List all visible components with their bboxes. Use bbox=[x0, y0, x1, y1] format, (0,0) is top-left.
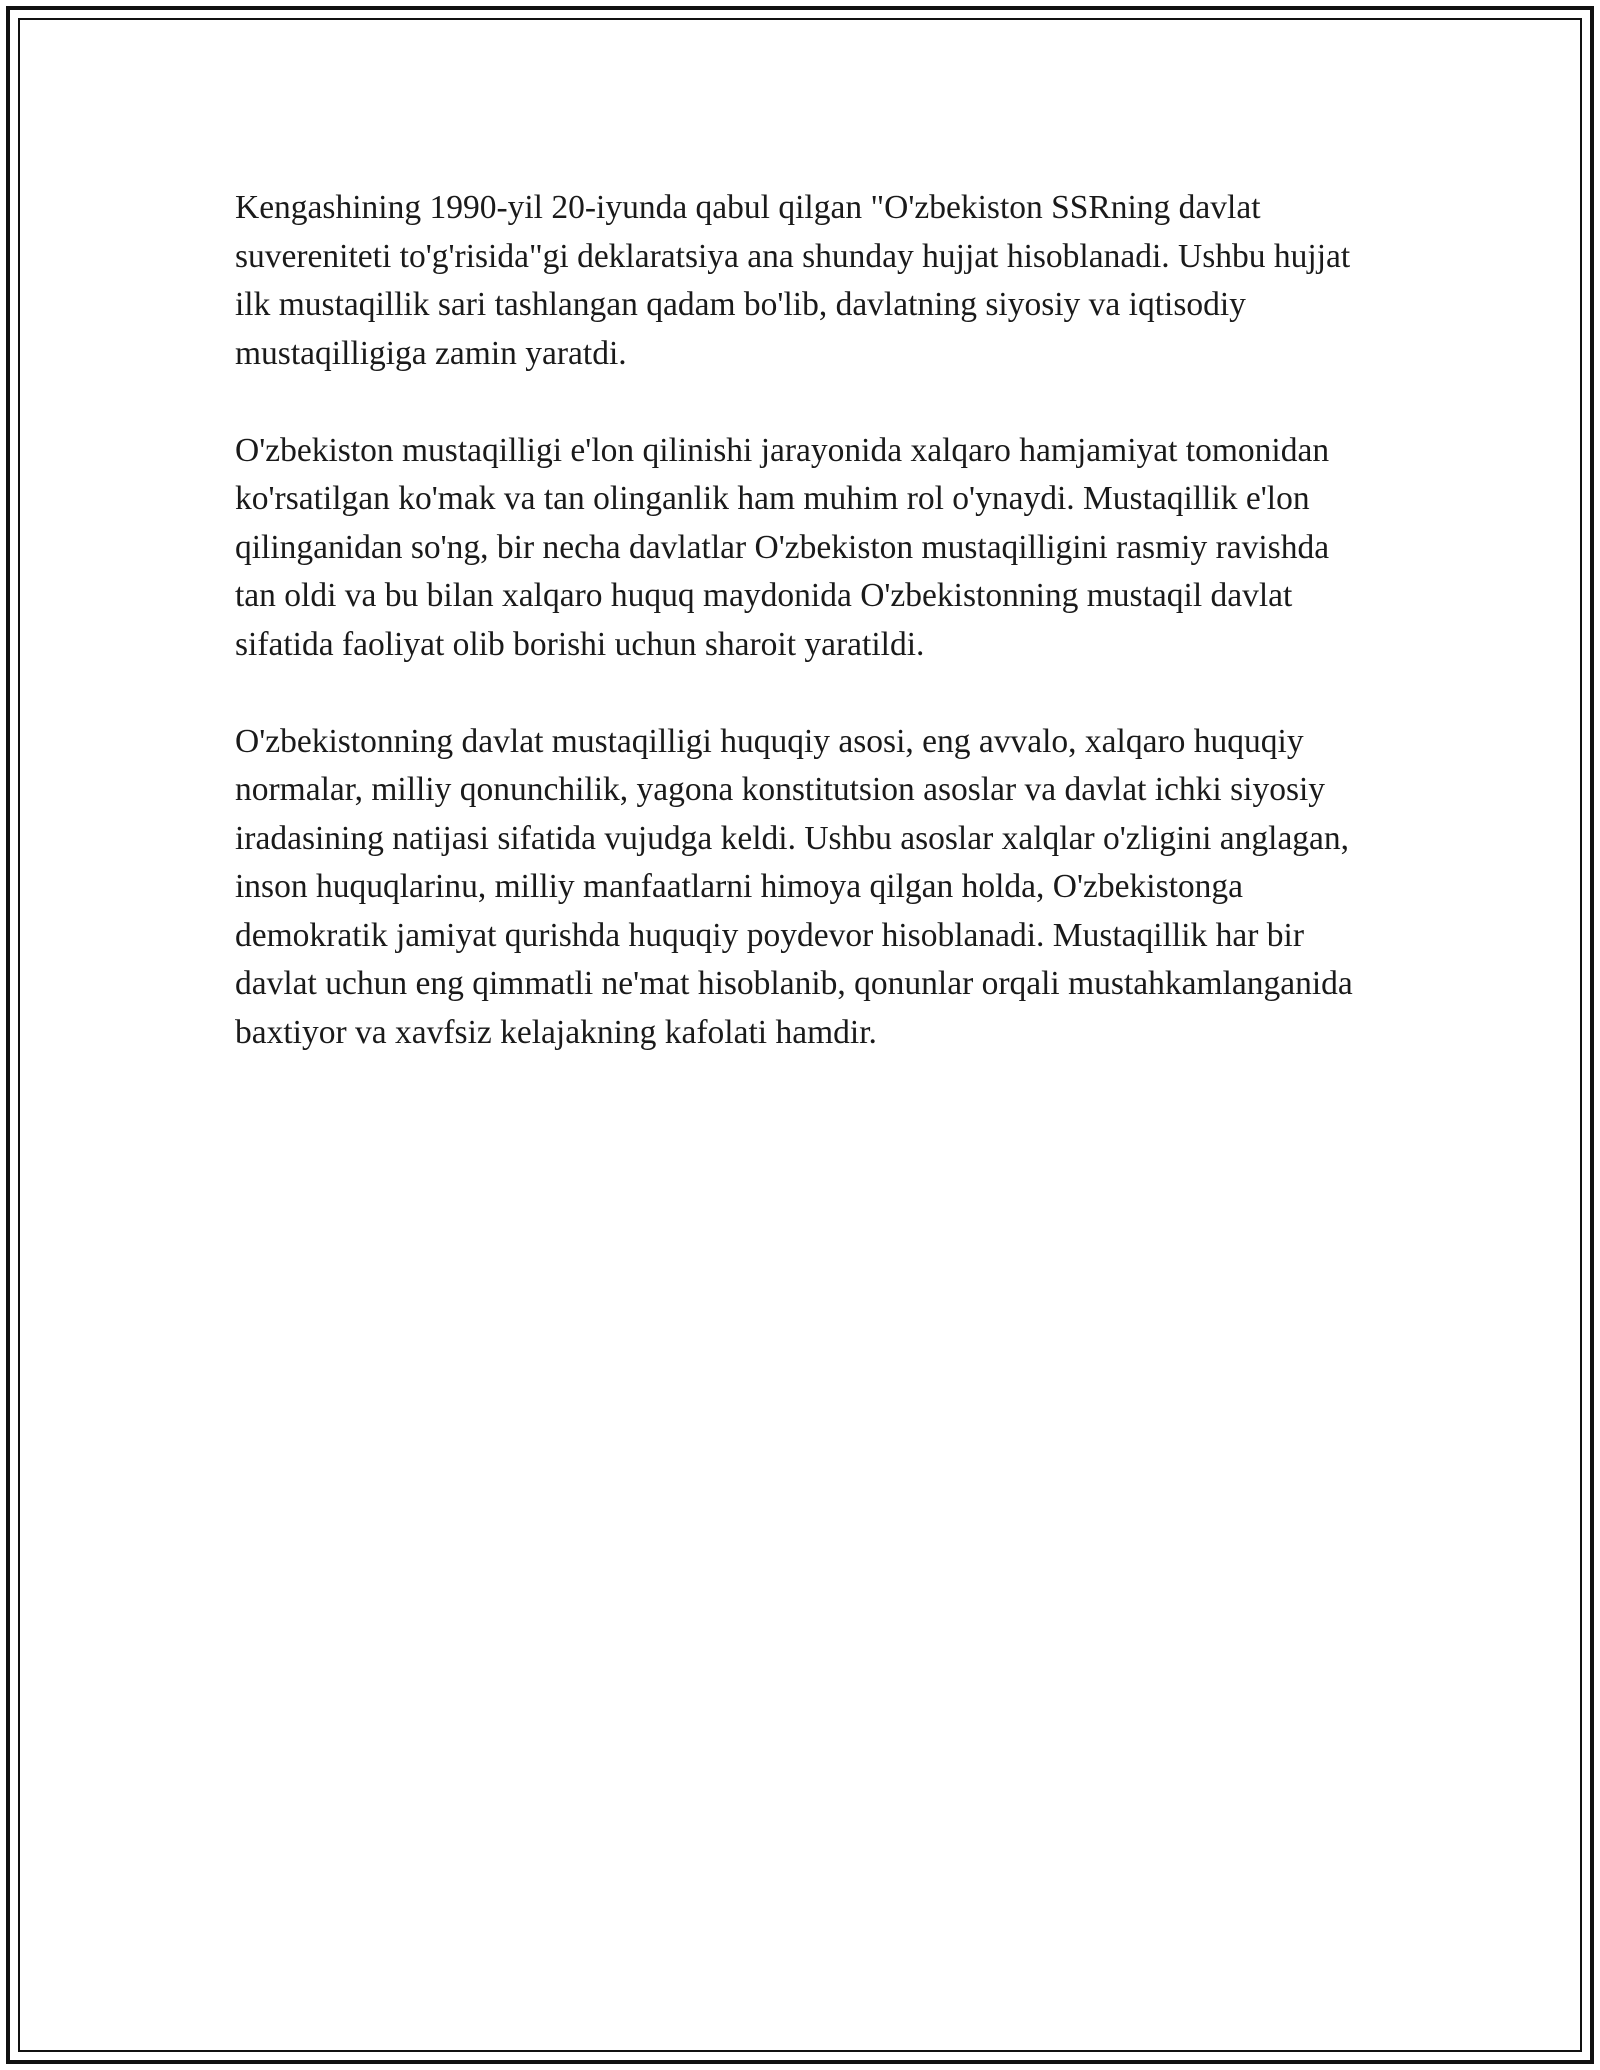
paragraph-declaration: Kengashining 1990-yil 20-iyunda qabul qilgan "O'zbekiston SSRning davlat suvereniteti to'g'risida"gi deklaratsiya ana shunday hujjat hisoblanadi. Ushbu hujjat ilk mustaqillik sari tashlangan qadam bo'lib, davlatning siyosiy va iqtisodiy mustaqilligiga zamin yaratdi. bbox=[235, 189, 1351, 372]
paragraph-international-recognition: O'zbekiston mustaqilligi e'lon qilinishi jarayonida xalqaro hamjamiyat tomonidan ko'rsatilgan ko'mak va tan olinganlik ham muhim rol o'ynaydi. Mustaqillik e'lon qilinganidan so'ng, bir necha davlatlar O'zbekiston mustaqilligini rasmiy ravishda tan oldi va bu bilan xalqaro huquq maydonida O'zbekistonning mustaqil davlat sifatida faoliyat olib borishi uchun sharoit yaratildi. bbox=[235, 431, 1330, 663]
document-body bbox=[235, 184, 1370, 1106]
paragraph-legal-basis: O'zbekistonning davlat mustaqilligi huquqiy asosi, eng avvalo, xalqaro huquqiy normalar, milliy qonunchilik, yagona konstitutsion asoslar va davlat ichki siyosiy iradasining natijasi sifatida vujudga keldi. Ushbu asoslar xalqlar o'zligini anglagan, inson huquqlarinu, milliy manfaatlarni himoya qilgan holda, O'zbekistonga demokratik jamiyat qurishda huquqiy poydevor hisoblanadi. Mustaqillik har bir davlat uchun eng qimmatli ne'mat hisoblanib, qonunlar orqali mustahkamlanganida baxtiyor va xavfsiz kelajakning kafolati hamdir. bbox=[235, 722, 1353, 1051]
